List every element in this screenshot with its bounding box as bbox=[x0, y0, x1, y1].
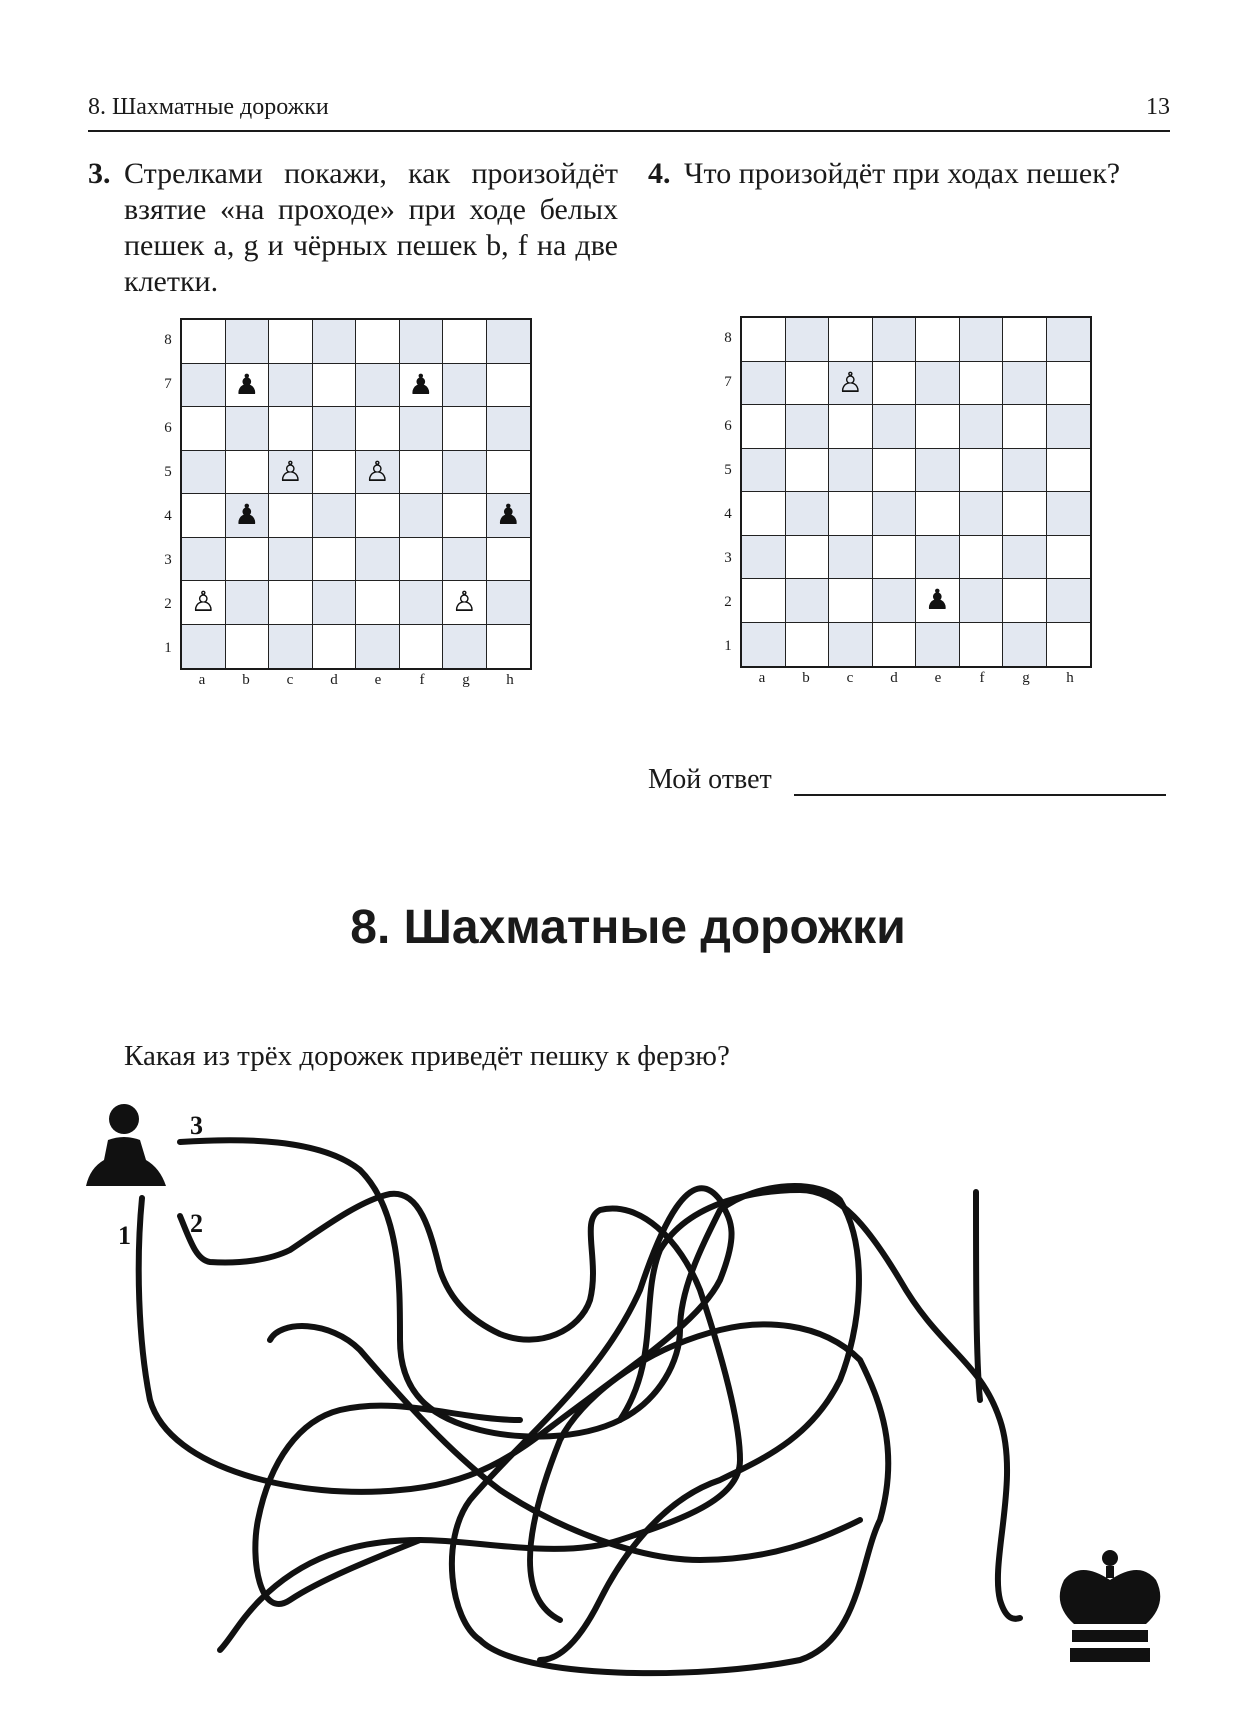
rank-label: 8 bbox=[164, 331, 172, 348]
white-pawn-icon: ♙ bbox=[837, 365, 863, 399]
file-label: a bbox=[758, 670, 766, 686]
file-label: h bbox=[506, 672, 514, 688]
rank-label: 8 bbox=[724, 329, 732, 346]
path-label-3: 3 bbox=[190, 1111, 203, 1140]
file-label: a bbox=[198, 672, 206, 688]
rank-label: 2 bbox=[724, 593, 732, 610]
pawn-icon bbox=[86, 1104, 166, 1186]
page-number: 13 bbox=[1146, 94, 1170, 120]
file-label: d bbox=[330, 672, 338, 688]
rank-label: 5 bbox=[724, 461, 732, 478]
white-pawn-icon: ♙ bbox=[190, 585, 216, 619]
path-label-1: 1 bbox=[118, 1221, 131, 1250]
file-label: b bbox=[242, 672, 250, 688]
rank-label: 6 bbox=[724, 417, 732, 434]
file-label: f bbox=[419, 672, 425, 688]
running-head-title: 8. Шахматные дорожки bbox=[88, 94, 329, 120]
maze-strand-a bbox=[270, 1326, 860, 1560]
section-title: 8. Шахматные дорожки bbox=[350, 901, 906, 954]
black-pawn-icon: ♟ bbox=[408, 367, 434, 401]
rank-label: 3 bbox=[164, 551, 172, 568]
white-pawn-icon: ♙ bbox=[364, 454, 390, 488]
task-3-number: 3. bbox=[88, 157, 111, 190]
file-label: e bbox=[374, 672, 382, 688]
answer-label: Мой ответ bbox=[648, 764, 772, 795]
queen-icon bbox=[1060, 1550, 1160, 1662]
task-4-number: 4. bbox=[648, 157, 671, 190]
task-3-text: Стрелками покажи, как произойдёт взятие «на проходе» при ходе белых пешек a, g и чёрных пешек b, f на две клетки. bbox=[124, 157, 618, 298]
file-label: g bbox=[1022, 670, 1030, 686]
rank-label: 1 bbox=[724, 637, 732, 654]
file-label: b bbox=[802, 670, 810, 686]
rank-label: 1 bbox=[164, 639, 172, 656]
file-label: h bbox=[1066, 670, 1074, 686]
black-pawn-icon: ♟ bbox=[924, 583, 950, 617]
path-label-2: 2 bbox=[190, 1209, 203, 1238]
task-4-text: Что произойдёт при ходах пешек? bbox=[684, 157, 1121, 190]
file-label: e bbox=[934, 670, 942, 686]
maze-strand-d bbox=[976, 1192, 980, 1400]
white-pawn-icon: ♙ bbox=[451, 585, 477, 619]
black-pawn-icon: ♟ bbox=[234, 498, 260, 532]
file-label: c bbox=[846, 670, 854, 686]
rank-label: 5 bbox=[164, 463, 172, 480]
file-label: f bbox=[979, 670, 985, 686]
white-pawn-icon: ♙ bbox=[277, 454, 303, 488]
rank-label: 6 bbox=[164, 419, 172, 436]
black-pawn-icon: ♟ bbox=[234, 367, 260, 401]
file-label: d bbox=[890, 670, 898, 686]
maze-question: Какая из трёх дорожек приведёт пешку к ферзю? bbox=[124, 1040, 730, 1072]
rank-label: 2 bbox=[164, 595, 172, 612]
rank-label: 7 bbox=[164, 375, 172, 392]
rank-label: 4 bbox=[164, 507, 172, 524]
rank-label: 7 bbox=[724, 373, 732, 390]
rank-label: 3 bbox=[724, 549, 732, 566]
black-pawn-icon: ♟ bbox=[495, 498, 521, 532]
rank-label: 4 bbox=[724, 505, 732, 522]
file-label: c bbox=[286, 672, 294, 688]
file-label: g bbox=[462, 672, 470, 688]
